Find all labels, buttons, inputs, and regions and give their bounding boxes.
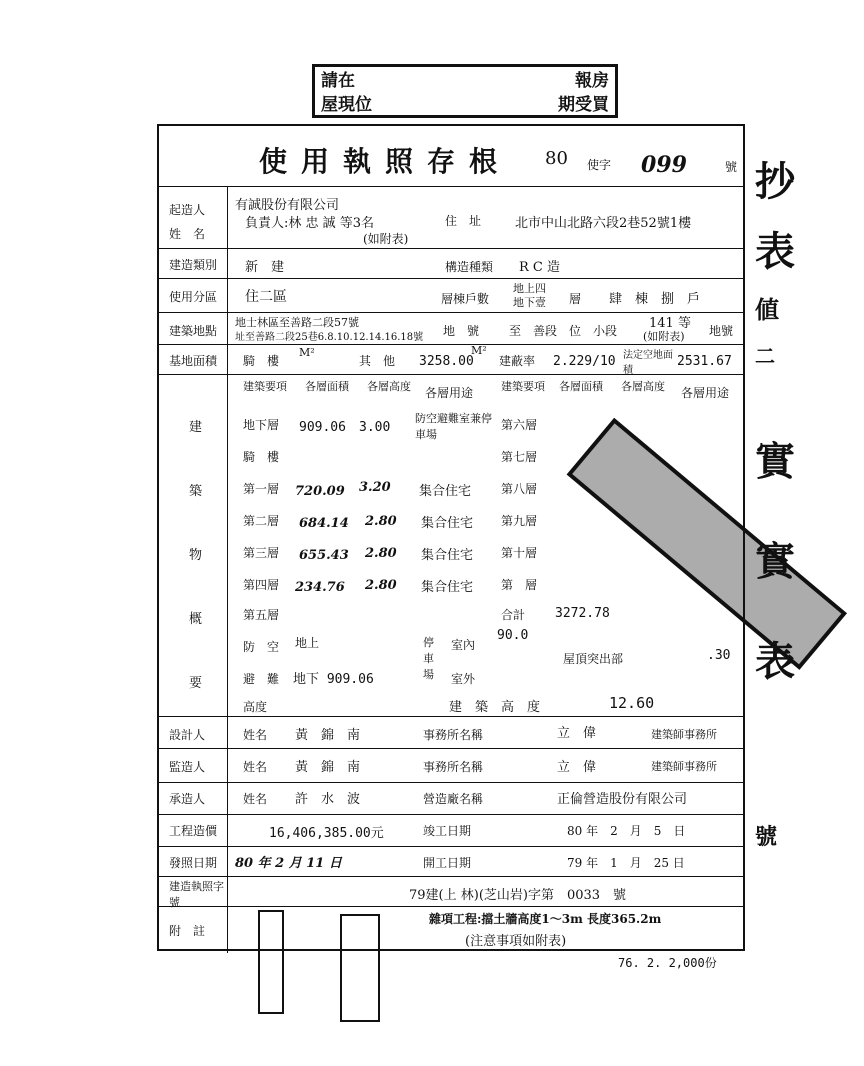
contractor-firm: 正倫營造股份有限公司	[557, 792, 688, 807]
shelter-below: 地下 909.06	[293, 672, 374, 687]
hand-char: 値	[755, 295, 779, 324]
floors-label: 層棟戶數	[441, 292, 490, 306]
permit-value: 79建(上 林)(芝山岩)字第 0033 號	[409, 888, 627, 903]
floor-use: 集合住宅	[419, 484, 472, 499]
parking-indoor-val: 90.0	[497, 628, 529, 643]
hdr-use-right: 各層用途	[681, 386, 730, 400]
hdr-item: 建築要項	[243, 380, 287, 393]
hdr-area-right: 各層面積	[559, 380, 603, 393]
shelter-height-label: 高度	[243, 700, 268, 714]
supervisor-office: 立 偉	[557, 760, 597, 775]
floor-height: 2.80	[365, 578, 397, 593]
total-label: 合計	[501, 608, 526, 622]
rule	[159, 846, 743, 847]
coverage: 2.229/10	[553, 354, 616, 369]
rule	[159, 344, 743, 345]
site-label: 建築地點	[169, 324, 218, 338]
floor-height: 2.80	[365, 514, 397, 529]
legal-label: 法定空地面積	[623, 350, 673, 376]
floor-use: 集合住宅	[421, 548, 474, 563]
structure: R C 造	[519, 260, 560, 275]
lot-label: 地 號	[443, 324, 480, 338]
bldg-unit: 肆 棟 捌 戶	[609, 292, 701, 307]
builder-company: 有誠股份有限公司	[235, 198, 340, 213]
lot-no: 141 等	[649, 316, 691, 331]
floor-name-right: 第九層	[501, 514, 538, 528]
supervisor-suffix: 建築師事務所	[651, 760, 717, 773]
hand-char: 表	[755, 228, 795, 275]
designer-name-label: 姓名	[243, 728, 268, 742]
hand-char: 實	[755, 538, 795, 585]
floor-area: 655.43	[299, 548, 349, 563]
cost-value: 16,406,385.00元	[269, 826, 384, 841]
bldg-side-label: 建 築 物 概 要	[189, 420, 216, 691]
hdr-item-right: 建築要項	[501, 380, 545, 393]
hand-char: 表	[755, 638, 795, 685]
roof-value: .30	[707, 648, 731, 663]
build-type-label: 建造類別	[169, 258, 218, 272]
builder-rep: 負責人:林 忠 誠 等3名	[245, 216, 375, 231]
hdr-height: 各層高度	[367, 380, 411, 393]
start-label: 開工日期	[423, 856, 472, 870]
floor-name: 地下層	[243, 418, 280, 432]
rule	[159, 906, 743, 907]
done-date: 80 年 2 月 5 日	[567, 824, 686, 838]
rule	[159, 814, 743, 815]
hdr-use: 各層用途	[425, 386, 474, 400]
rule	[159, 186, 743, 187]
shelter-label: 防 空	[243, 640, 280, 654]
floor-area: 909.06	[299, 420, 346, 435]
rule	[159, 248, 743, 249]
lot-suffix: 地號	[709, 324, 734, 338]
designer-office: 立 偉	[557, 726, 597, 741]
contractor-name-label: 姓名	[243, 792, 268, 806]
floor-area: 684.14	[299, 516, 349, 531]
bldg-height-label: 建 築 高 度	[449, 700, 541, 715]
builder-note: (如附表)	[363, 232, 409, 246]
floor-area: 234.76	[295, 580, 345, 595]
remarks-misc: 雜項工程:擋土牆高度1～3m 長度365.2m	[429, 912, 662, 926]
supervisor-name: 黃 錦 南	[295, 760, 361, 775]
builder-addr-label: 住 址	[445, 214, 482, 228]
parking-outdoor-label: 室外	[451, 672, 476, 686]
stamp-line1-end: 報房	[575, 71, 609, 91]
floor-height: 3.20	[359, 480, 391, 495]
arcade-unit: M²	[299, 346, 315, 359]
floor-name: 第二層	[243, 514, 280, 528]
seal-graphic	[560, 390, 860, 690]
lot-note: (如附表)	[643, 330, 685, 343]
bldg-height-value: 12.60	[609, 694, 655, 712]
approval-stamp-1	[258, 910, 284, 1014]
designer-name: 黃 錦 南	[295, 728, 361, 743]
floor-name: 騎 樓	[243, 450, 280, 464]
floors-below: 地下壹	[513, 296, 546, 309]
serial-suffix: 號	[725, 160, 738, 174]
roof-label: 屋頂突出部	[563, 652, 624, 666]
hdr-area: 各層面積	[305, 380, 349, 393]
designer-suffix: 建築師事務所	[651, 728, 717, 741]
zone-label: 使用分區	[169, 290, 218, 304]
print-info: 76. 2. 2,000份	[618, 956, 717, 970]
contractor-name: 許 水 波	[295, 792, 361, 807]
site-line2: 址至善路二段25巷6.8.10.12.14.16.18號	[235, 332, 424, 343]
stamp-line2: 屋現位	[321, 95, 372, 115]
hand-char: 實	[755, 438, 795, 485]
serial-number: 099	[641, 152, 687, 178]
contractor-firm-label: 營造廠名稱	[423, 792, 484, 806]
top-notice-stamp	[312, 64, 618, 118]
designer-office-label: 事務所名稱	[423, 728, 484, 742]
permit-label: 建造執照字號	[169, 880, 224, 909]
floor-height: 3.00	[359, 420, 391, 435]
floors-unit: 層	[569, 292, 582, 306]
rule	[227, 186, 228, 953]
site-line1: 地士林區至善路二段57號	[235, 316, 359, 329]
remarks-note: (注意事項如附表)	[465, 934, 567, 949]
hand-char: 號	[755, 824, 778, 850]
stamp-line1: 請在	[321, 71, 355, 91]
hdr-height-right: 各層高度	[621, 380, 665, 393]
floor-use: 集合住宅	[421, 516, 474, 531]
parking-label: 停車場	[423, 636, 434, 681]
floor-name: 第五層	[243, 608, 280, 622]
floor-name-right: 第六層	[501, 418, 538, 432]
floor-name-right: 第八層	[501, 482, 538, 496]
serial-word: 使字	[587, 158, 612, 172]
rule	[159, 278, 743, 279]
area-label: 基地面積	[169, 354, 218, 368]
structure-label: 構造種類	[445, 260, 494, 274]
build-type: 新 建	[245, 260, 285, 275]
issue-date: 80 年 2 月 11 日	[235, 856, 342, 871]
supervisor-office-label: 事務所名稱	[423, 760, 484, 774]
floor-use: 集合住宅	[421, 580, 474, 595]
hand-char: 二	[755, 344, 775, 368]
arcade-label: 騎 樓	[243, 354, 280, 368]
hand-char: 抄	[755, 158, 795, 205]
serial-year: 80	[545, 148, 568, 169]
start-date: 79 年 1 月 25 日	[567, 856, 685, 870]
done-label: 竣工日期	[423, 824, 472, 838]
floor-name-right: 第 層	[501, 578, 538, 592]
total-area: 3272.78	[555, 606, 610, 621]
other-area: 3258.00	[419, 354, 474, 369]
floor-use: 防空避難室兼停車場	[415, 412, 492, 441]
legal-area: 2531.67	[677, 354, 732, 369]
rule	[159, 782, 743, 783]
supervisor-name-label: 姓名	[243, 760, 268, 774]
form-title: 使用執照存根	[259, 145, 512, 178]
issue-label: 發照日期	[169, 856, 218, 870]
rule	[159, 876, 743, 877]
coverage-label: 建蔽率	[499, 354, 536, 368]
zone: 住二區	[245, 289, 287, 305]
evac-label: 避 難	[243, 672, 280, 686]
floor-area: 720.09	[295, 484, 345, 499]
cost-label: 工程造價	[169, 824, 218, 838]
builder-label: 起造人 姓 名	[169, 203, 206, 241]
other-unit: M²	[471, 344, 487, 357]
builder-address: 北市中山北路六段2巷52號1樓	[515, 216, 692, 231]
approval-stamp-2	[340, 914, 380, 1022]
rule	[159, 748, 743, 749]
parking-indoor-label: 室內	[451, 638, 476, 652]
stamp-line2-end: 期受買	[558, 95, 609, 115]
floor-name-right: 第十層	[501, 546, 538, 560]
supervisor-label: 監造人	[169, 760, 206, 774]
contractor-label: 承造人	[169, 792, 206, 806]
floor-name: 第四層	[243, 578, 280, 592]
shelter-above: 地上	[295, 636, 320, 650]
floor-name-right: 第七層	[501, 450, 538, 464]
remarks-label: 附 註	[169, 924, 206, 938]
lot-text: 至 善段 位 小段	[509, 324, 618, 338]
floor-height: 2.80	[365, 546, 397, 561]
other-label: 其 他	[359, 354, 396, 368]
floor-name: 第一層	[243, 482, 280, 496]
rule	[159, 716, 743, 717]
designer-label: 設計人	[169, 728, 206, 742]
floors-above: 地上四	[513, 282, 546, 295]
diagonal-seal	[560, 390, 860, 690]
floor-name: 第三層	[243, 546, 280, 560]
